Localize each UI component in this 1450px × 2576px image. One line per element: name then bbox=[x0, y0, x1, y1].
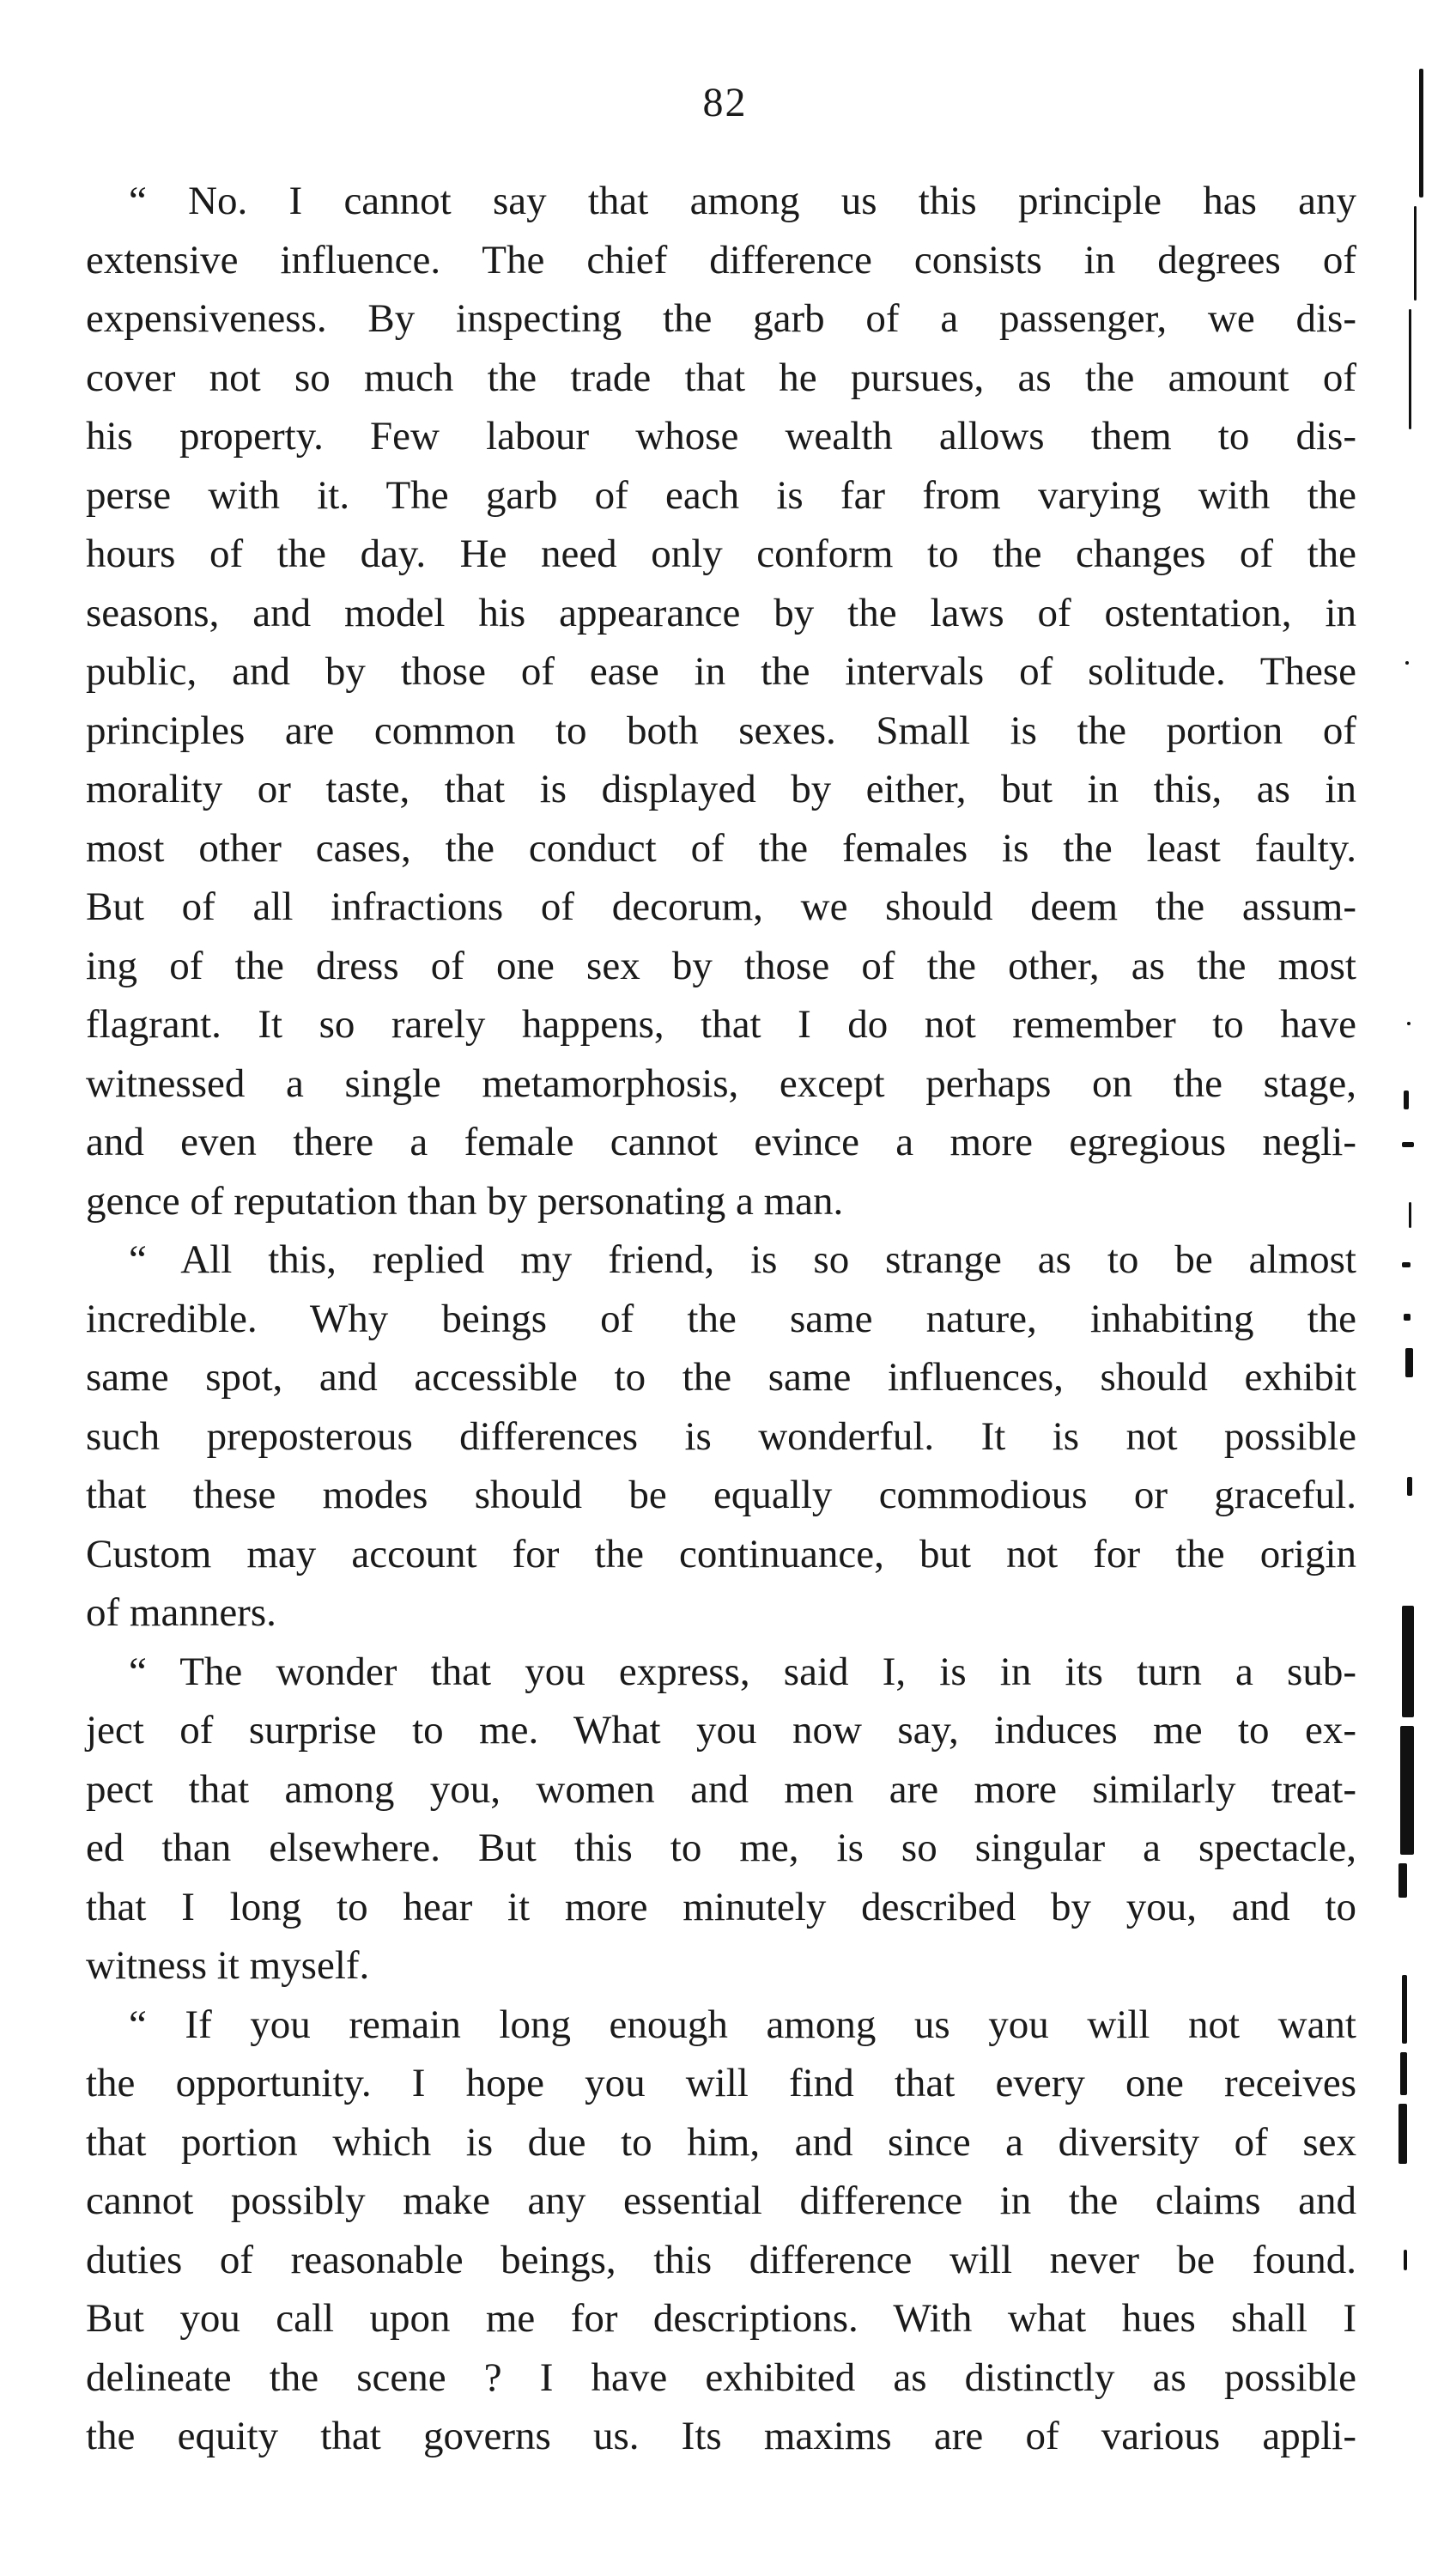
text-line: morality or taste, that is displayed by either, but in this, as in bbox=[86, 767, 1356, 811]
paragraph bbox=[86, 172, 1356, 1230]
text-line: duties of reasonable beings, this difference will never be found. bbox=[86, 2237, 1356, 2282]
paragraph bbox=[86, 1230, 1356, 1643]
text-line: the equity that governs us. Its maxims are of various appli- bbox=[86, 2414, 1356, 2458]
text-line: expensiveness. By inspecting the garb of a passenger, we dis- bbox=[86, 296, 1356, 341]
text-line: “ All this, replied my friend, is so strange as to be almost bbox=[129, 1237, 1356, 1282]
text-line: same spot, and accessible to the same influences, should exhibit bbox=[86, 1355, 1356, 1400]
scan-artifact bbox=[1402, 1606, 1414, 1717]
text-line: the opportunity. I hope you will find that every one receives bbox=[86, 2061, 1356, 2105]
text-line: witnessed a single metamorphosis, except perhaps on the stage, bbox=[86, 1060, 1356, 1106]
scan-artifact bbox=[1405, 1348, 1413, 1377]
text-line: “ If you remain long enough among us you will not want bbox=[129, 2002, 1356, 2047]
text-line: that portion which is due to him, and since a diversity of sex bbox=[86, 2119, 1356, 2165]
text-line: such preposterous differences is wonderful. It is not possible bbox=[86, 1413, 1356, 1459]
text-line: “ The wonder that you express, said I, is in its turn a sub- bbox=[129, 1649, 1356, 1694]
text-line: his property. Few labour whose wealth allows them to dis- bbox=[86, 414, 1356, 459]
scan-artifact bbox=[1398, 2104, 1407, 2164]
text-line: perse with it. The garb of each is far from varying with the bbox=[86, 472, 1356, 518]
scan-artifact bbox=[1409, 1202, 1411, 1228]
scan-artifact bbox=[1407, 1477, 1412, 1496]
text-line: flagrant. It so rarely happens, that I do not remember to have bbox=[86, 1002, 1356, 1047]
scan-margin-artifacts bbox=[1386, 0, 1447, 2576]
text-line: hours of the day. He need only conform to the changes of the bbox=[86, 532, 1356, 576]
text-line: seasons, and model his appearance by the laws of ostentation, in bbox=[86, 590, 1356, 635]
scan-artifact bbox=[1404, 1314, 1411, 1321]
scan-artifact bbox=[1407, 1022, 1411, 1025]
text-line: gence of reputation than by personating a man. bbox=[86, 1178, 844, 1224]
text-line: pect that among you, women and men are more similarly treat- bbox=[86, 1766, 1356, 1812]
text-line: and even there a female cannot evince a more egregious negli- bbox=[86, 1120, 1356, 1164]
text-line: cannot possibly make any essential difference in the claims and bbox=[86, 2178, 1356, 2223]
text-line: that I long to hear it more minutely described by you, and to bbox=[86, 1884, 1356, 1929]
text-line: extensive influence. The chief difference consists in degrees of bbox=[86, 237, 1356, 283]
text-line: incredible. Why beings of the same nature, inhabiting the bbox=[86, 1296, 1356, 1341]
scan-artifact bbox=[1398, 1863, 1407, 1898]
scan-artifact bbox=[1400, 1726, 1414, 1855]
scan-artifact bbox=[1405, 661, 1409, 665]
text-line: most other cases, the conduct of the females is the least faulty. bbox=[86, 825, 1356, 871]
scan-artifact bbox=[1402, 1142, 1414, 1147]
body-text bbox=[86, 172, 1356, 2466]
text-line: of manners. bbox=[86, 1590, 276, 1635]
text-line: public, and by those of ease in the intervals of solitude. These bbox=[86, 649, 1356, 694]
scan-artifact bbox=[1402, 1262, 1411, 1267]
text-line: that these modes should be equally commodious or graceful. bbox=[86, 1473, 1356, 1517]
text-line: delineate the scene ? I have exhibited as distinctly as possible bbox=[86, 2354, 1356, 2400]
text-line: But you call upon me for descriptions. With what hues shall I bbox=[86, 2296, 1356, 2341]
text-line: Custom may account for the continuance, but not for the origin bbox=[86, 1531, 1356, 1577]
page-number: 82 bbox=[702, 80, 748, 125]
paragraph bbox=[86, 1996, 1356, 2466]
scan-artifact bbox=[1409, 309, 1411, 429]
text-line: cover not so much the trade that he pursues, as the amount of bbox=[86, 355, 1356, 400]
text-line: “ No. I cannot say that among us this principle has any bbox=[129, 179, 1356, 223]
scan-artifact bbox=[1404, 1091, 1409, 1109]
text-line: ing of the dress of one sex by those of the other, as the most bbox=[86, 943, 1356, 988]
text-line: ed than elsewhere. But this to me, is so singular a spectacle, bbox=[86, 1826, 1356, 1870]
scan-artifact bbox=[1402, 1975, 1407, 2044]
text-line: principles are common to both sexes. Small is the portion of bbox=[86, 708, 1356, 753]
scan-artifact bbox=[1400, 2052, 1407, 2095]
text-line: But of all infractions of decorum, we should deem the assum- bbox=[86, 884, 1356, 929]
paragraph bbox=[86, 1643, 1356, 1996]
text-line: ject of surprise to me. What you now say, induces me to ex- bbox=[86, 1708, 1356, 1753]
scan-artifact bbox=[1414, 206, 1417, 301]
text-line: witness it myself. bbox=[86, 1943, 370, 1988]
scan-artifact bbox=[1404, 2250, 1407, 2270]
scan-artifact bbox=[1419, 69, 1423, 197]
